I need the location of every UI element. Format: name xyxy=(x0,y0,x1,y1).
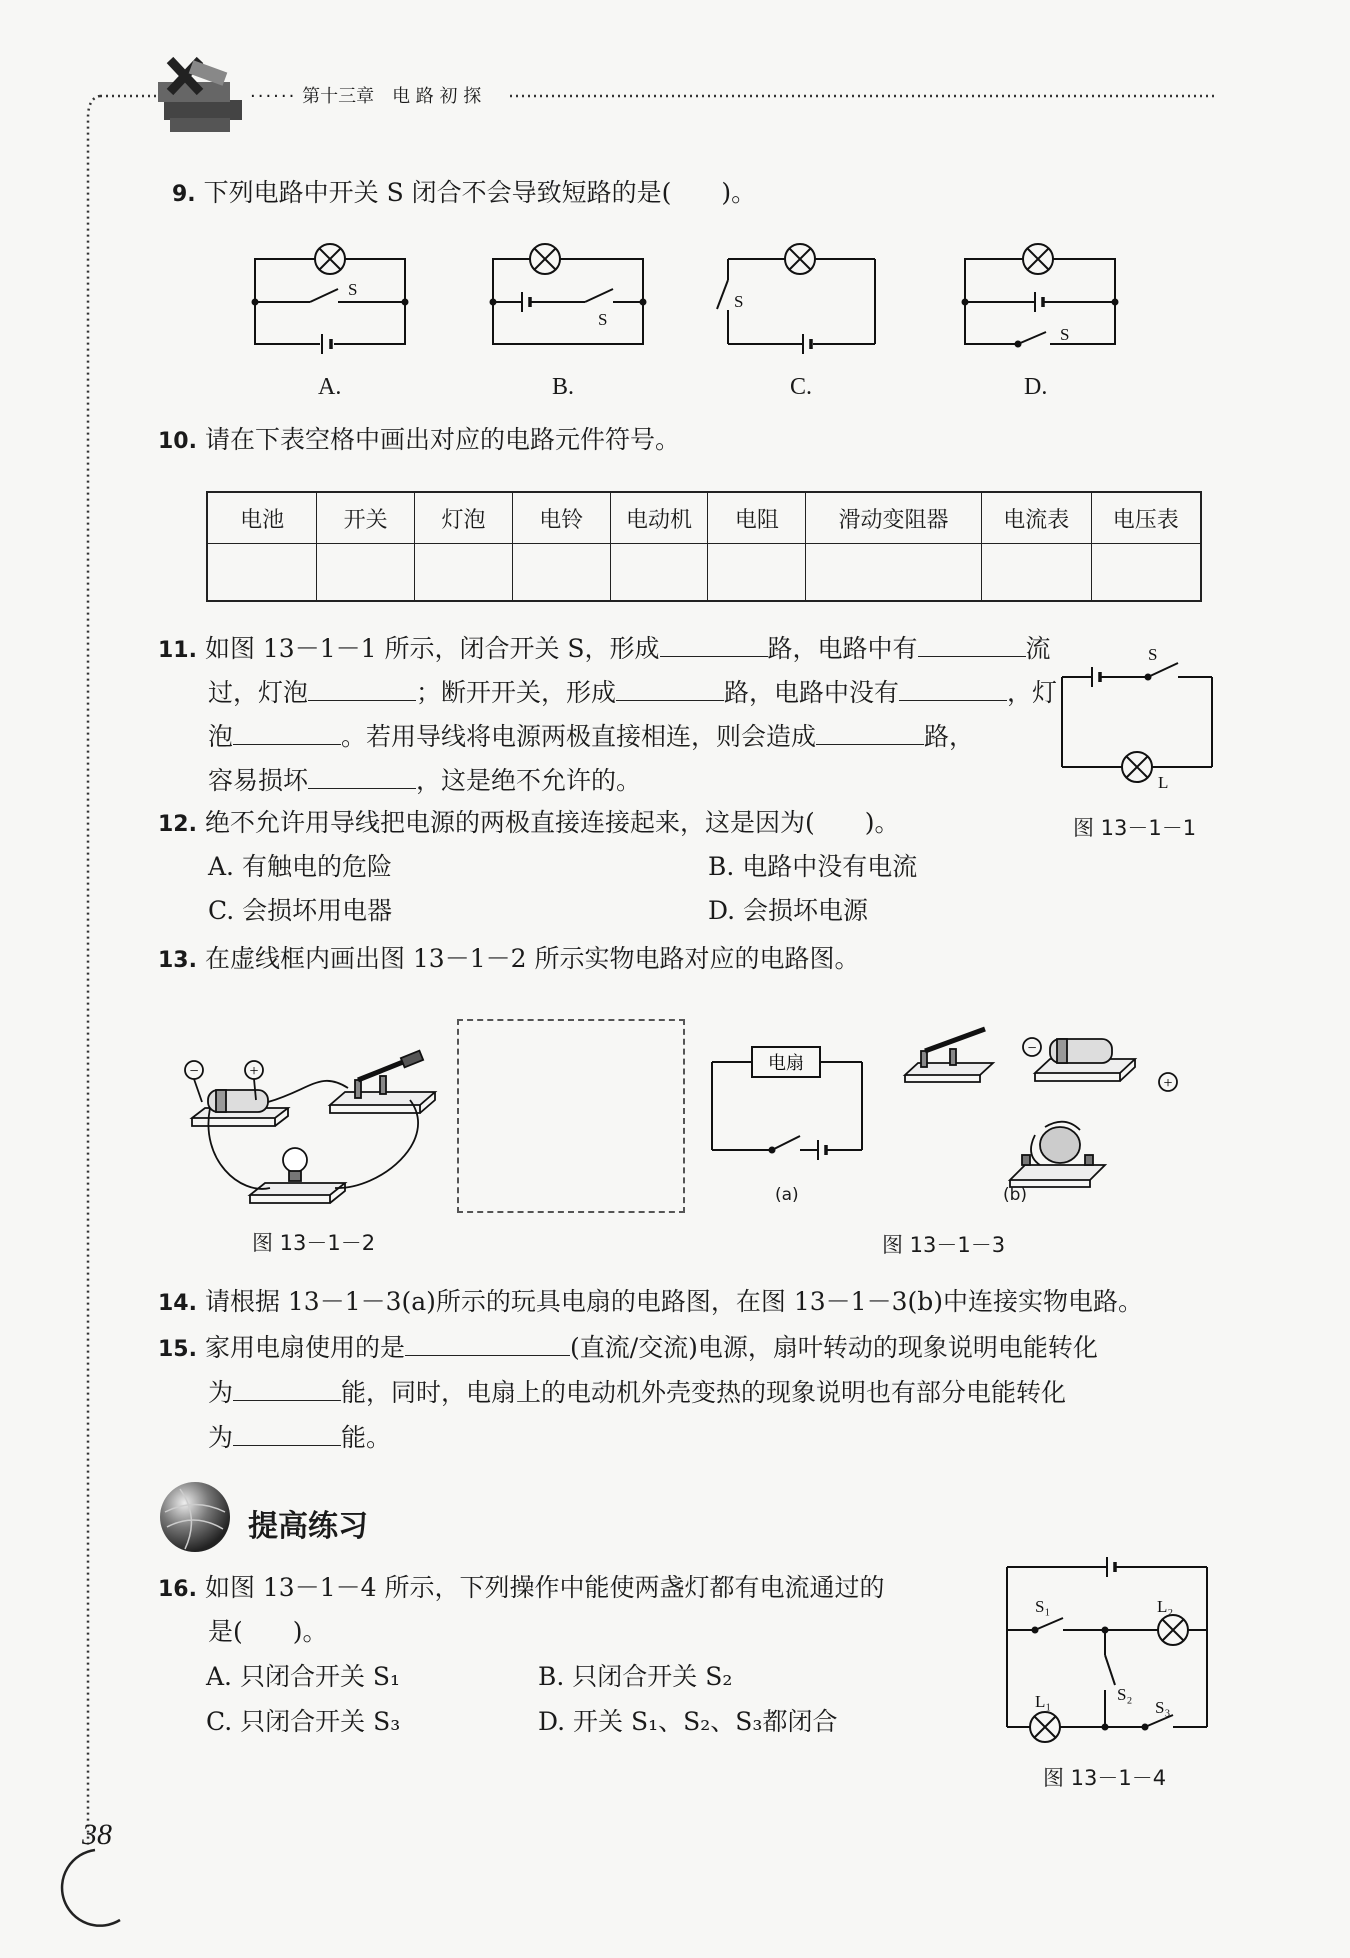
q9-option-b: B. xyxy=(552,374,575,400)
component-table xyxy=(206,491,1202,602)
fig1-lamp-label: L xyxy=(1158,773,1169,792)
q11-blank-5[interactable] xyxy=(899,674,1007,701)
page-number: 38 xyxy=(82,1818,112,1851)
answer-dashed-box[interactable] xyxy=(457,1019,685,1213)
figure-13-1-3-caption: 图 13－1－3 xyxy=(882,1233,1006,1257)
q16-line1: 16. 如图 13－1－4 所示，下列操作中能使两盏灯都有电流通过的 xyxy=(158,1573,885,1602)
table-header-cell: 开关 xyxy=(317,492,415,544)
q16-line2: 是( )。 xyxy=(208,1617,328,1646)
q16-option-a[interactable]: A. 只闭合开关 S₁ xyxy=(206,1662,401,1691)
q9-option-d: D. xyxy=(1024,374,1048,400)
q12-option-d[interactable]: D. 会损坏电源 xyxy=(708,896,869,925)
fig3-plus: + xyxy=(1163,1075,1173,1092)
q9-option-a: A. xyxy=(318,374,342,400)
circuit-b xyxy=(491,244,646,344)
q16-option-c[interactable]: C. 只闭合开关 S₃ xyxy=(206,1707,401,1736)
sub-b-caption: (b) xyxy=(1003,1185,1028,1205)
q11-blank-6[interactable] xyxy=(233,718,341,745)
q9-circuits xyxy=(240,235,1140,410)
figure-13-1-1 xyxy=(1050,645,1230,795)
answer-cell[interactable] xyxy=(317,544,415,602)
circuit-a xyxy=(253,244,408,354)
q11-line3: 泡 。若用导线将电源两极直接相连，则会造成 路， xyxy=(208,718,974,754)
q11-blank-7[interactable] xyxy=(816,718,924,745)
fig1-switch-label: S xyxy=(1148,645,1158,664)
fig4-l2: L₂ xyxy=(1157,1597,1174,1616)
table-header-cell: 灯泡 xyxy=(415,492,513,544)
answer-cell[interactable] xyxy=(207,544,317,602)
section-title: 提高练习 xyxy=(248,1509,368,1544)
q9-option-c: C. xyxy=(790,374,813,400)
table-header-cell: 电流表 xyxy=(981,492,1091,544)
fig4-s2: S₂ xyxy=(1117,1685,1133,1704)
figure-13-1-4-caption: 图 13－1－4 xyxy=(1043,1766,1167,1790)
figure-13-1-1-caption: 图 13－1－1 xyxy=(1073,816,1197,840)
figure-13-1-3b xyxy=(895,1015,1195,1200)
fan-label: 电扇 xyxy=(768,1053,804,1073)
figure-13-1-2 xyxy=(180,1030,450,1220)
q10-stem: 10. 请在下表空格中画出对应的电路元件符号。 xyxy=(158,425,680,454)
q13-stem: 13. 在虚线框内画出图 13－1－2 所示实物电路对应的电路图。 xyxy=(158,944,860,973)
table-header-cell: 电池 xyxy=(207,492,317,544)
q12-option-a[interactable]: A. 有触电的危险 xyxy=(208,852,392,881)
q14-stem: 14. 请根据 13－1－3(a)所示的玩具电扇的电路图，在图 13－1－3(b)中连接实物电路。 xyxy=(158,1287,1144,1316)
table-header-cell: 电阻 xyxy=(708,492,806,544)
figure-13-1-4 xyxy=(995,1555,1225,1745)
fig2-minus: − xyxy=(189,1063,199,1080)
answer-cell[interactable] xyxy=(1091,544,1201,602)
q15-line3: 为 能。 xyxy=(208,1419,391,1455)
answer-cell[interactable] xyxy=(981,544,1091,602)
answer-cell[interactable] xyxy=(806,544,982,602)
q11-line2: 过，灯泡 ；断开开关，形成 路，电路中没有 ，灯 xyxy=(208,674,1057,710)
q9-stem: 9. 下列电路中开关 S 闭合不会导致短路的是( )。 xyxy=(172,178,757,207)
q11-blank-2[interactable] xyxy=(918,630,1026,657)
q15-line1: 15. 家用电扇使用的是 (直流/交流)电源，扇叶转动的现象说明电能转化 xyxy=(158,1329,1098,1367)
q11-blank-8[interactable] xyxy=(308,762,416,789)
answer-cell[interactable] xyxy=(512,544,610,602)
answer-cell[interactable] xyxy=(415,544,513,602)
q15-line2: 为 能，同时，电扇上的电动机外壳变热的现象说明也有部分电能转化 xyxy=(208,1374,1066,1410)
q15-blank-1[interactable] xyxy=(405,1329,570,1356)
q11-blank-1[interactable] xyxy=(660,630,768,657)
book-stack-icon xyxy=(150,52,250,142)
fig2-plus: + xyxy=(249,1063,259,1080)
q12-option-c[interactable]: C. 会损坏用电器 xyxy=(208,896,393,925)
q11-blank-4[interactable] xyxy=(616,674,724,701)
q11-line4: 容易损坏 ，这是绝不允许的。 xyxy=(208,762,641,798)
table-header-cell: 电压表 xyxy=(1091,492,1201,544)
fig4-l1: L₁ xyxy=(1035,1692,1052,1711)
table-header-cell: 电动机 xyxy=(610,492,708,544)
table-header-cell: 电铃 xyxy=(512,492,610,544)
switch-label-c: S xyxy=(734,292,744,311)
switch-label-b: S xyxy=(598,310,608,329)
fig3-minus: − xyxy=(1027,1040,1037,1057)
q11-blank-3[interactable] xyxy=(308,674,416,701)
q15-blank-2[interactable] xyxy=(233,1374,341,1401)
section-ball-icon xyxy=(155,1477,235,1557)
q15-blank-3[interactable] xyxy=(233,1419,341,1446)
figure-13-1-2-caption: 图 13－1－2 xyxy=(252,1231,376,1255)
switch-label-a: S xyxy=(348,280,358,299)
figure-13-1-3a xyxy=(700,1030,880,1170)
q16-option-d[interactable]: D. 开关 S₁、S₂、S₃都闭合 xyxy=(538,1707,838,1736)
switch-label-d: S xyxy=(1060,325,1070,344)
fig4-s3: S₃ xyxy=(1155,1698,1171,1717)
answer-cell[interactable] xyxy=(610,544,708,602)
q16-option-b[interactable]: B. 只闭合开关 S₂ xyxy=(538,1662,733,1691)
sub-a-caption: (a) xyxy=(775,1185,799,1205)
answer-cell[interactable] xyxy=(708,544,806,602)
chapter-header: ······ 第十三章 电 路 初 探 xyxy=(250,86,482,107)
fig4-s1: S₁ xyxy=(1035,1597,1051,1616)
circuit-d xyxy=(963,244,1118,354)
chapter-title: 第十三章 电 路 初 探 xyxy=(302,86,482,107)
q12-stem: 12. 绝不允许用导线把电源的两极直接连接起来，这是因为( )。 xyxy=(158,808,900,837)
q11-line1: 11. 如图 13－1－1 所示，闭合开关 S，形成 路，电路中有 流 xyxy=(158,630,1051,668)
q12-option-b[interactable]: B. 电路中没有电流 xyxy=(708,852,918,881)
table-header-cell: 滑动变阻器 xyxy=(806,492,982,544)
